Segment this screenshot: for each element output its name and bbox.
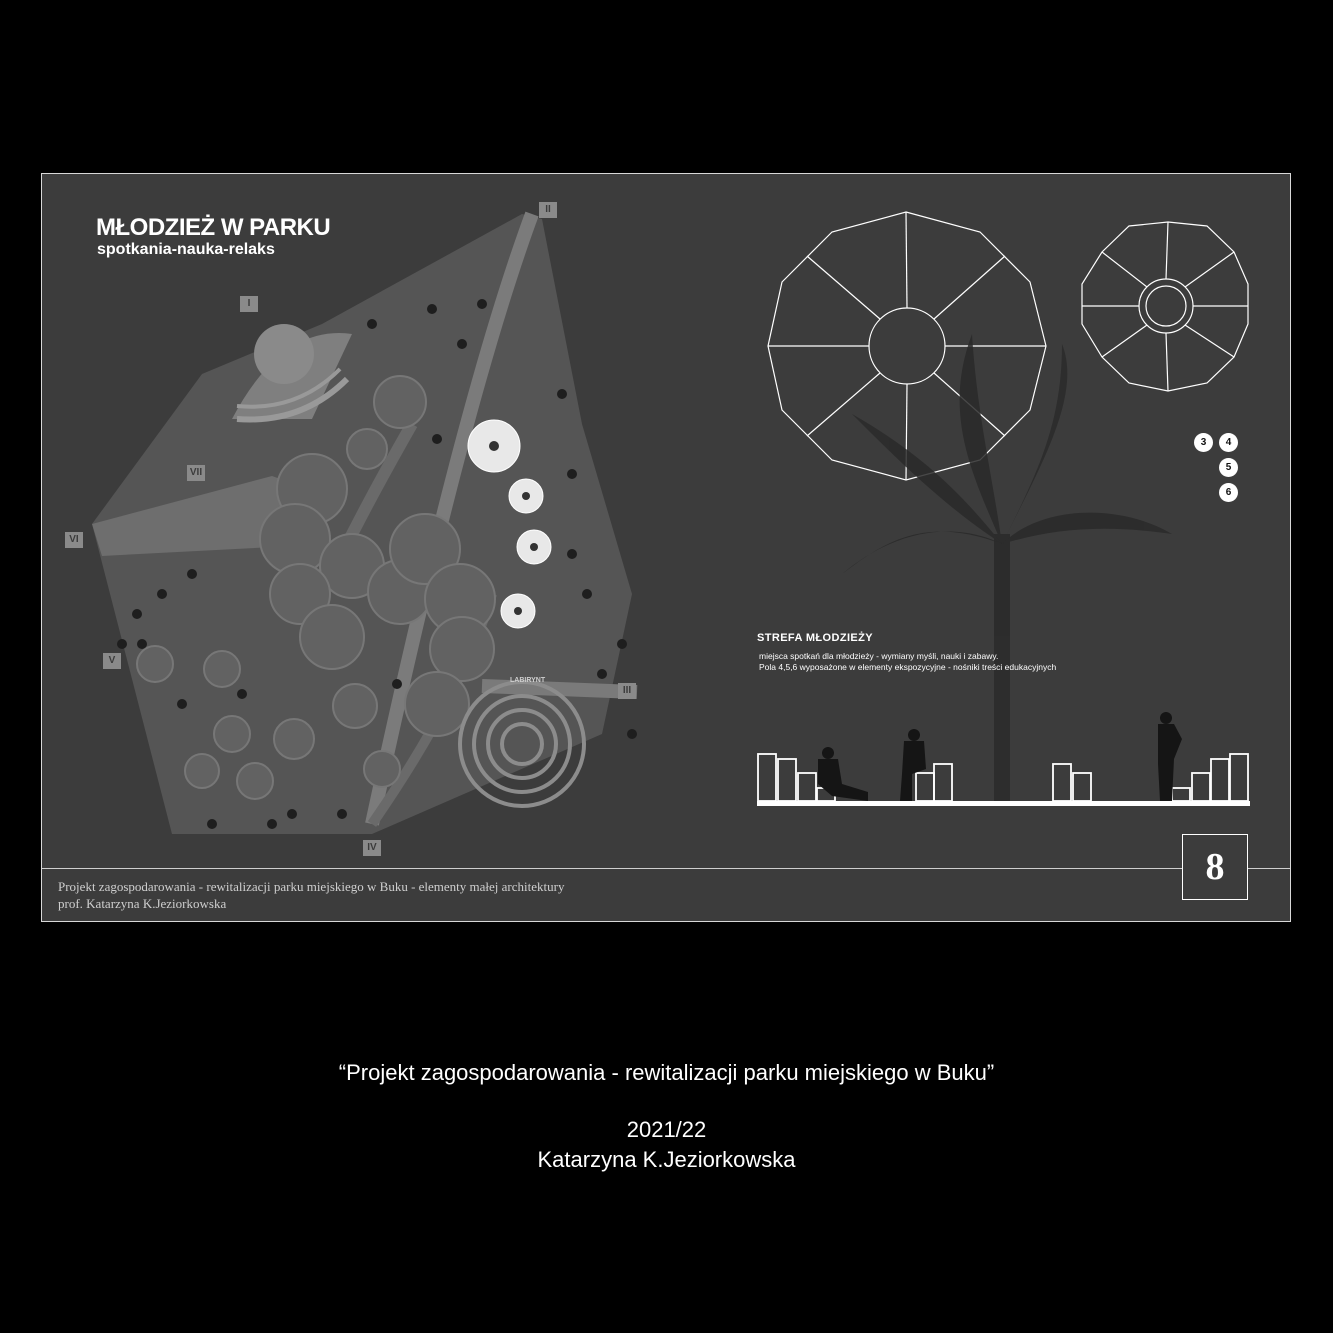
caption-author: Katarzyna K.Jeziorkowska [537, 1147, 796, 1172]
zone-label-v: V [103, 653, 121, 669]
park-site-plan [92, 214, 637, 834]
large-pavilion-plan [768, 212, 1046, 480]
marker-3: 3 [1194, 433, 1213, 452]
board-subtitle: spotkania-nauka-relaks [97, 241, 275, 258]
page-number: 8 [1182, 834, 1248, 900]
zone-label-iv: IV [363, 840, 381, 856]
caption-year: 2021/22 [626, 1117, 707, 1142]
zone-label-iii: III [618, 683, 636, 699]
footer-project-title: Projekt zagospodarowania - rewitalizacji parku miejskiego w Buku - elementy małej architektury [58, 879, 565, 894]
marker-4: 4 [1219, 433, 1238, 452]
board-title: MŁODZIEŻ W PARKU [96, 214, 331, 241]
zone-heading: STREFA MŁODZIEŻY [757, 632, 873, 644]
small-pavilion-plan [1082, 222, 1248, 391]
marker-5: 5 [1219, 458, 1238, 477]
labyrinth-label: LABIRYNT [510, 677, 546, 684]
zone-description-line: miejsca spotkań dla młodzieży - wymiany myśli, nauki i zabawy. [759, 651, 999, 661]
marker-6: 6 [1219, 483, 1238, 502]
board-artwork [42, 174, 1291, 922]
caption-title: “Projekt zagospodarowania - rewitalizacji parku miejskiego w Buku” [338, 1060, 995, 1085]
zone-label-vii: VII [187, 465, 205, 481]
footer-author: prof. Katarzyna K.Jeziorkowska [58, 896, 227, 911]
palm-tree-silhouette [842, 334, 1172, 804]
footer-divider [42, 868, 1291, 869]
zone-label-vi: VI [65, 532, 83, 548]
presentation-board [41, 173, 1291, 922]
zone-label-i: I [240, 296, 258, 312]
zone-label-ii: II [539, 202, 557, 218]
zone-description-line: Pola 4,5,6 wyposażone w elementy ekspozycyjne - nośniki treści edukacyjnych [759, 662, 1057, 672]
